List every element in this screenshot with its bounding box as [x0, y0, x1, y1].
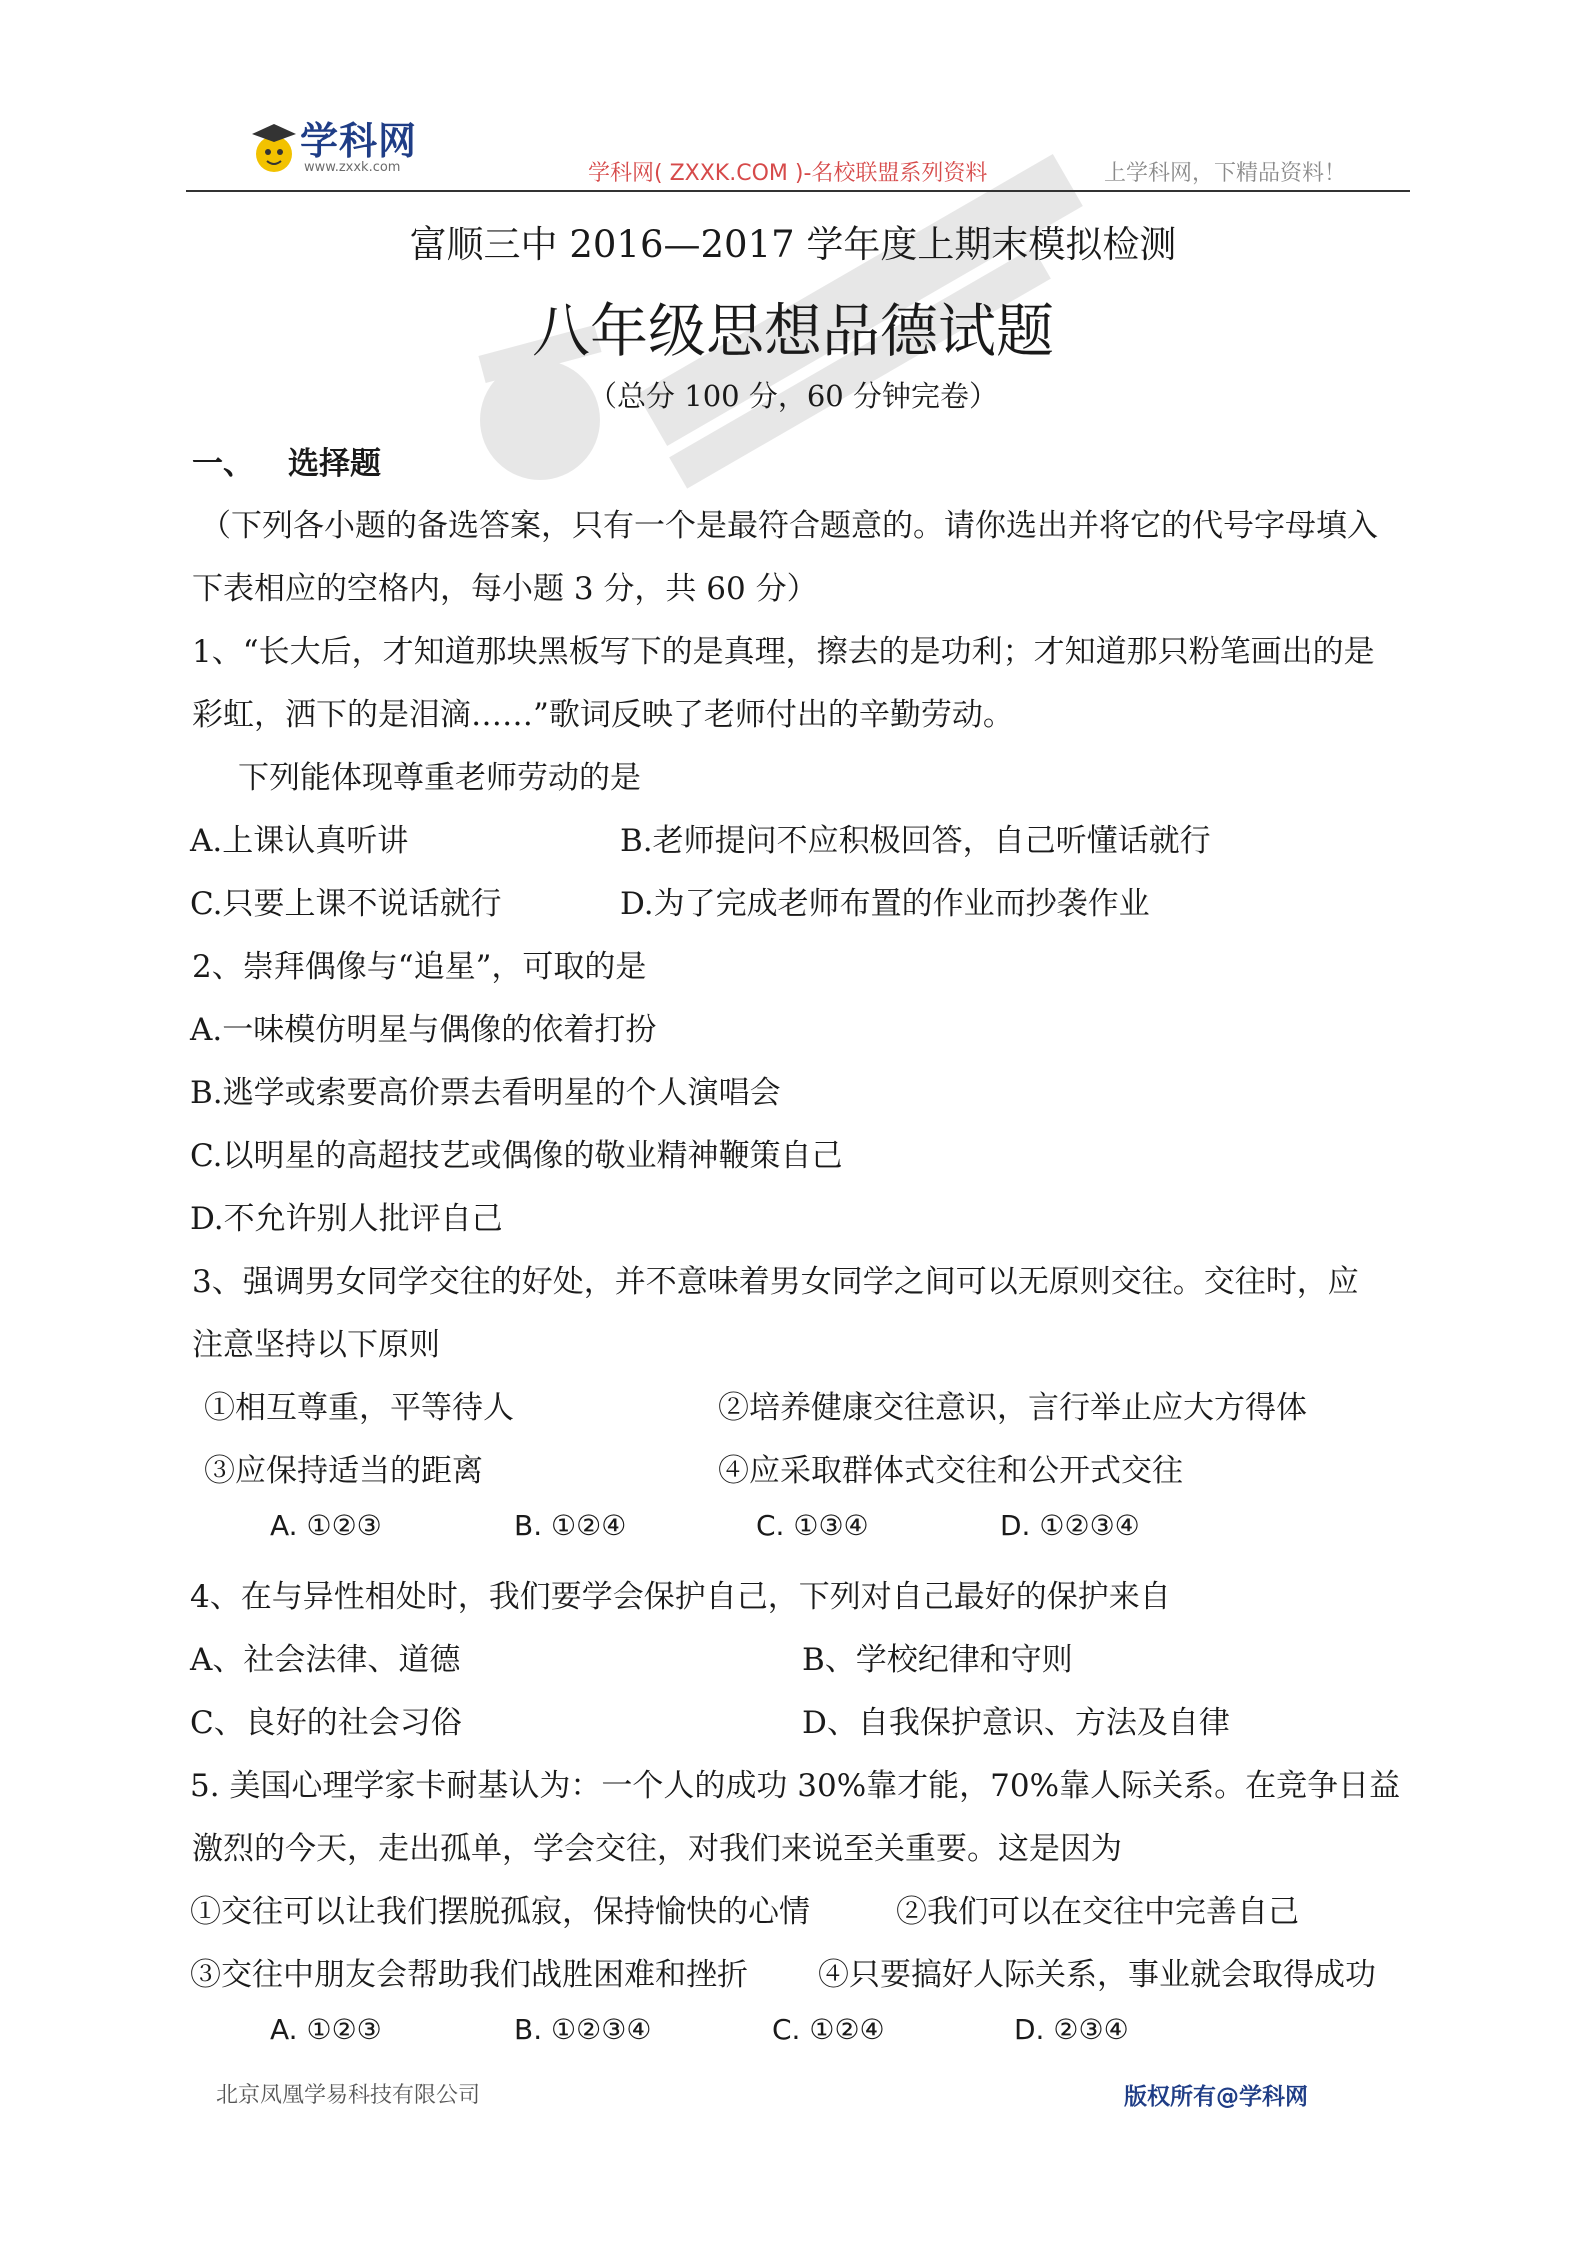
- option-a: A.一味模仿明星与偶像的依着打扮: [190, 1012, 657, 1048]
- option-a: A. ①②③: [270, 2013, 382, 2046]
- instructions-line: 下表相应的空格内，每小题 3 分，共 60 分）: [192, 571, 818, 607]
- exam-title: 八年级思想品德试题: [531, 297, 1054, 365]
- question-5-stem: 5. 美国心理学家卡耐基认为：一个人的成功 30%靠才能，70%靠人际关系。在竞争日益: [190, 1768, 1401, 1804]
- statement-4: ④只要搞好人际关系，事业就会取得成功: [818, 1957, 1376, 1993]
- statement-2: ②我们可以在交往中完善自己: [896, 1894, 1299, 1930]
- option-b: B.逃学或索要高价票去看明星的个人演唱会: [190, 1075, 781, 1111]
- section-number: 一、: [192, 446, 254, 482]
- option-d: D.为了完成老师布置的作业而抄袭作业: [620, 886, 1150, 922]
- option-a: A.上课认真听讲: [190, 823, 409, 859]
- section-name: 选择题: [288, 446, 381, 482]
- header-divider: [186, 190, 1410, 192]
- option-d: D. ②③④: [1014, 2013, 1129, 2046]
- option-c: C.以明星的高超技艺或偶像的敬业精神鞭策自己: [190, 1138, 843, 1174]
- statement-3: ③应保持适当的距离: [204, 1453, 483, 1489]
- question-5-stem: 激烈的今天，走出孤单，学会交往，对我们来说至关重要。这是因为: [192, 1831, 1122, 1867]
- option-b: B. ①②③④: [514, 2013, 652, 2046]
- question-1-stem: 1、“长大后，才知道那块黑板写下的是真理，擦去的是功利；才知道那只粉笔画出的是: [192, 634, 1375, 670]
- option-c: C.只要上课不说话就行: [190, 886, 502, 922]
- footer-company: 北京凤凰学易科技有限公司: [216, 2083, 481, 2108]
- footer-copyright: 版权所有@学科网: [1124, 2084, 1308, 2110]
- option-b: B. ①②④: [514, 1509, 627, 1542]
- option-c: C. ①②④: [772, 2013, 885, 2046]
- statement-1: ①相互尊重，平等待人: [204, 1390, 514, 1426]
- question-1-stem: 彩虹，洒下的是泪滴……”歌词反映了老师付出的辛勤劳动。: [192, 697, 1014, 733]
- exam-info: （总分 100 分，60 分钟完卷）: [588, 379, 998, 413]
- question-3-stem: 3、强调男女同学交往的好处，并不意味着男女同学之间可以无原则交往。交往时，应: [192, 1264, 1359, 1300]
- logo-text: 学科网: [300, 119, 418, 163]
- question-3-stem: 注意坚持以下原则: [192, 1327, 440, 1363]
- header-center-text: 学科网( ZXXK.COM )-名校联盟系列资料: [588, 161, 988, 186]
- school-title: 富顺三中 2016—2017 学年度上期末模拟检测: [409, 223, 1177, 266]
- statement-3: ③交往中朋友会帮助我们战胜困难和挫折: [190, 1957, 748, 1993]
- option-b: B、学校纪律和守则: [802, 1642, 1073, 1678]
- option-b: B.老师提问不应积极回答，自己听懂话就行: [620, 823, 1211, 859]
- logo-url: www.zxxk.com: [304, 160, 401, 175]
- option-c: C. ①③④: [756, 1509, 869, 1542]
- statement-2: ②培养健康交往意识，言行举止应大方得体: [718, 1390, 1307, 1426]
- statement-4: ④应采取群体式交往和公开式交往: [718, 1453, 1183, 1489]
- option-a: A. ①②③: [270, 1509, 382, 1542]
- question-4-stem: 4、在与异性相处时，我们要学会保护自己，下列对自己最好的保护来自: [190, 1579, 1171, 1615]
- option-d: D、自我保护意识、方法及自律: [802, 1705, 1230, 1741]
- option-d: D.不允许别人批评自己: [190, 1201, 503, 1237]
- header-right-text: 上学科网，下精品资料！: [1104, 161, 1347, 186]
- option-d: D. ①②③④: [1000, 1509, 1140, 1542]
- statement-1: ①交往可以让我们摆脱孤寂，保持愉快的心情: [190, 1894, 810, 1930]
- question-2-stem: 2、崇拜偶像与“追星”，可取的是: [192, 949, 647, 985]
- option-c: C、良好的社会习俗: [190, 1705, 462, 1741]
- instructions-line: （下列各小题的备选答案，只有一个是最符合题意的。请你选出并将它的代号字母填入: [200, 508, 1378, 544]
- question-1-prompt: 下列能体现尊重老师劳动的是: [238, 760, 641, 796]
- option-a: A、社会法律、道德: [190, 1642, 461, 1678]
